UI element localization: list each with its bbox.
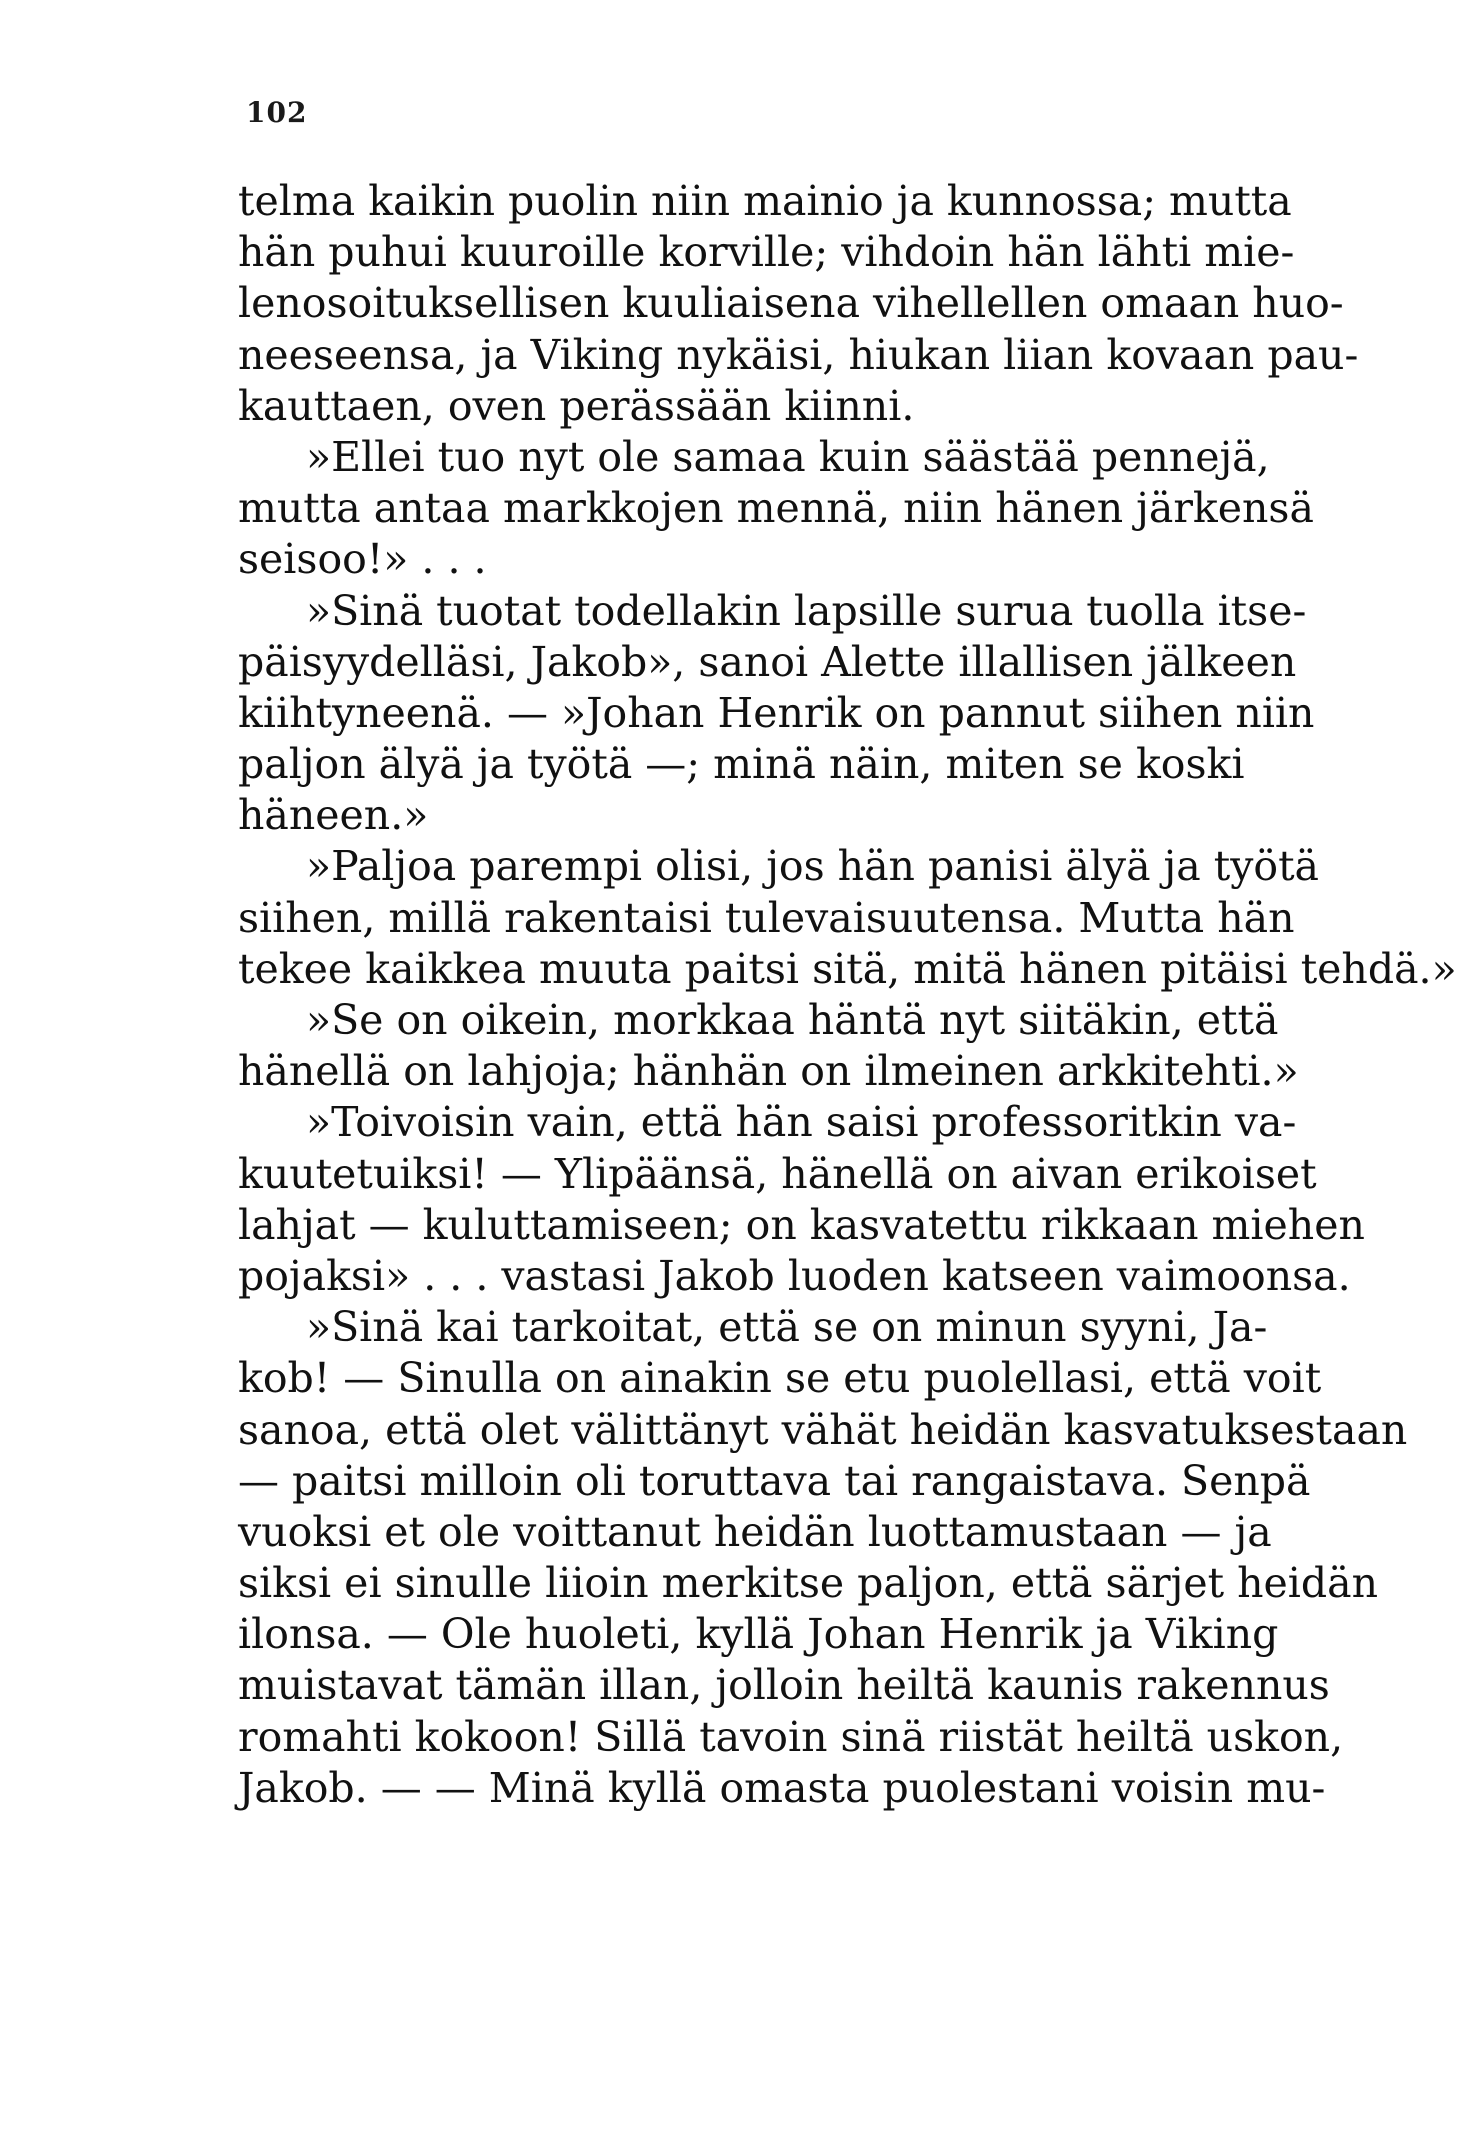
text-line: vuoksi et ole voittanut heidän luottamustaan — ja (238, 1507, 1272, 1556)
text-line: hänellä on lahjoja; hänhän on ilmeinen arkkitehti.» (238, 1047, 1299, 1096)
text-line: siksi ei sinulle liioin merkitse paljon, että särjet heidän (238, 1559, 1378, 1608)
text-line: sanoa, että olet välittänyt vähät heidän kasvatuksestaan (238, 1405, 1408, 1454)
text-line: — paitsi milloin oli toruttava tai rangaistava. Senpä (238, 1456, 1311, 1505)
text-line: lahjat — kuluttamiseen; on kasvatettu rikkaan miehen (238, 1200, 1365, 1249)
text-line: romahti kokoon! Sillä tavoin sinä riistät heiltä uskon, (238, 1712, 1344, 1761)
text-line: häneen.» (238, 791, 429, 840)
text-line: lenosoituksellisen kuuliaisena vihellellen omaan huo- (238, 279, 1344, 328)
text-line: Jakob. — — Minä kyllä omasta puolestani voisin mu- (238, 1763, 1326, 1812)
text-line: mutta antaa markkojen mennä, niin hänen järkensä (238, 484, 1314, 533)
text-line: »Toivoisin vain, että hän saisi professoritkin va- (306, 1098, 1297, 1147)
body-text (238, 176, 1457, 1814)
text-line: paljon älyä ja työtä —; minä näin, miten se koski (238, 740, 1245, 789)
text-line: päisyydelläsi, Jakob», sanoi Alette illallisen jälkeen (238, 637, 1297, 686)
text-line: kuutetuiksi! — Ylipäänsä, hänellä on aivan erikoiset (238, 1149, 1317, 1198)
text-line: »Sinä kai tarkoitat, että se on minun syyni, Ja- (306, 1303, 1268, 1352)
text-line: kob! — Sinulla on ainakin se etu puolellasi, että voit (238, 1354, 1322, 1403)
text-line: siihen, millä rakentaisi tulevaisuutensa. Mutta hän (238, 893, 1295, 942)
text-line: tekee kaikkea muuta paitsi sitä, mitä hänen pitäisi tehdä.» (238, 944, 1457, 993)
text-line: seisoo!» . . . (238, 535, 487, 584)
text-line: »Se on oikein, morkkaa häntä nyt siitäkin, että (306, 996, 1279, 1044)
text-line: ilonsa. — Ole huoleti, kyllä Johan Henrik ja Viking (238, 1610, 1279, 1659)
text-line: hän puhui kuuroille korville; vihdoin hän lähti mie- (238, 228, 1295, 277)
text-line: kiihtyneenä. — »Johan Henrik on pannut siihen niin (238, 688, 1315, 737)
text-line: »Paljoa parempi olisi, jos hän panisi älyä ja työtä (306, 842, 1319, 891)
text-line: »Ellei tuo nyt ole samaa kuin säästää pennejä, (306, 432, 1270, 481)
page-number: 102 (246, 96, 308, 129)
text-line: pojaksi» . . . vastasi Jakob luoden katseen vaimoonsa. (238, 1251, 1351, 1300)
text-line: muistavat tämän illan, jolloin heiltä kaunis rakennus (238, 1661, 1330, 1710)
text-line: kauttaen, oven perässään kiinni. (238, 381, 915, 430)
text-line: neeseensa, ja Viking nykäisi, hiukan liian kovaan pau- (238, 330, 1359, 379)
text-line: »Sinä tuotat todellakin lapsille surua tuolla itse- (306, 586, 1307, 635)
text-line: telma kaikin puolin niin mainio ja kunnossa; mutta (238, 177, 1292, 225)
